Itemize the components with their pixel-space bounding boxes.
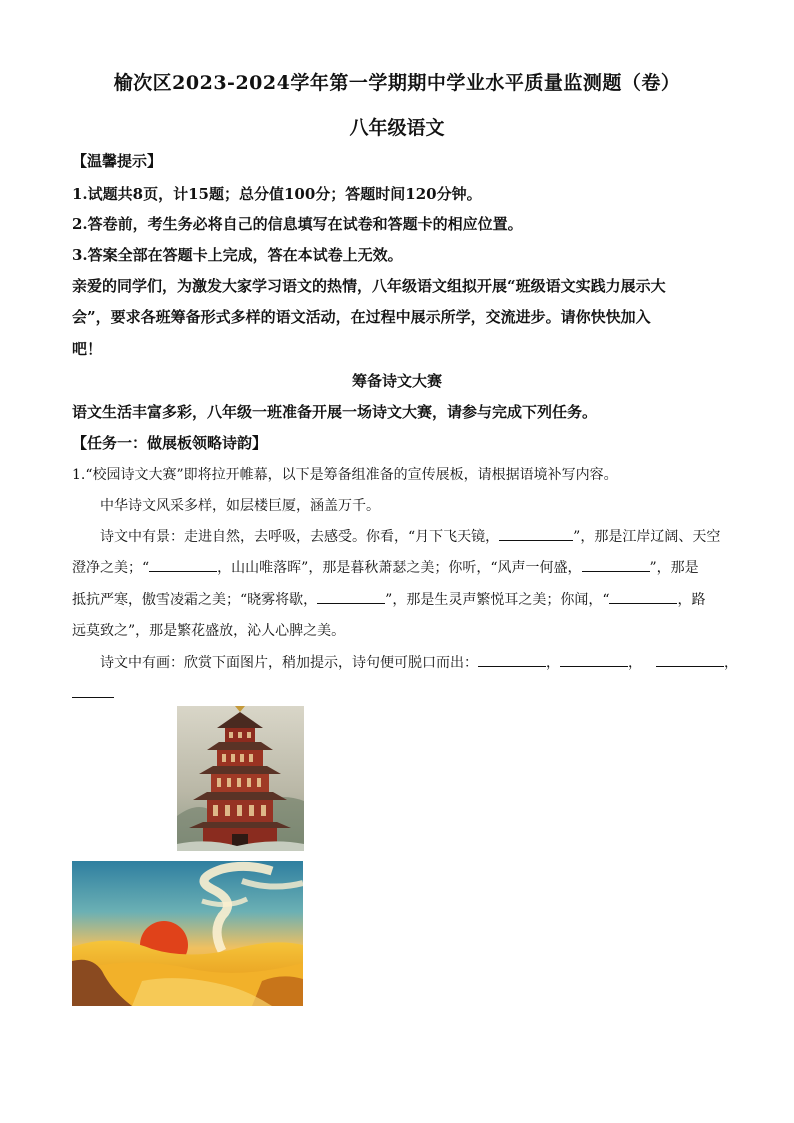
- intro-line-1: 亲爱的同学们，为激发大家学习语文的热情，八年级语文组拟开展“班级语文实践力展示大: [72, 277, 666, 295]
- tower-image: [177, 706, 304, 851]
- answer-blank-6[interactable]: [478, 652, 546, 667]
- tower-illustration: [177, 706, 304, 851]
- answer-blank-5[interactable]: [609, 589, 677, 604]
- intro-line-3: 吧！: [72, 340, 103, 358]
- question-1-paragraph-3: [72, 557, 699, 577]
- text-segment: 诗文中有画：欣赏下面图片，稍加提示，诗句便可脱口而出：: [100, 655, 478, 671]
- question-1-paragraph-4: [72, 589, 705, 609]
- separator: ，: [546, 655, 560, 671]
- tip-item-1: 1.试题共8页，计15题；总分值100分；答题时间120分钟。: [72, 185, 482, 203]
- exam-title: 榆次区2023-2024学年第一学期期中学业水平质量监测题（卷）: [113, 72, 681, 94]
- question-1-paragraph-5: 远莫致之”，那是繁花盛放，沁人心脾之美。: [72, 623, 346, 639]
- answer-blank-1[interactable]: [499, 526, 573, 541]
- question-1-paragraph-1: 中华诗文风采多样，如层楼巨厦，涵盖万千。: [100, 498, 380, 514]
- sunset-illustration: [72, 861, 303, 1006]
- tips-heading: 【温馨提示】: [72, 152, 163, 170]
- tip-item-3: 3.答案全部在答题卡上完成，答在本试卷上无效。: [72, 246, 403, 264]
- intro-line-2: 会”，要求各班筹备形式多样的语文活动，在过程中展示所学，交流进步。请你快快加入: [72, 308, 651, 326]
- text-segment: ”，那是江岸辽阔、天空: [573, 529, 721, 545]
- exam-subtitle: 八年级语文: [349, 117, 445, 139]
- text-segment: 抵抗严寒，傲雪凌霜之美；“晓雾将歇，: [72, 592, 318, 608]
- text-segment: ，路: [677, 592, 706, 608]
- text-segment: ”，那是: [649, 560, 699, 576]
- section-desc: 语文生活丰富多彩，八年级一班准备开展一场诗文大赛，请参与完成下列任务。: [72, 403, 598, 421]
- answer-blank-9[interactable]: [72, 683, 114, 698]
- separator: ，: [628, 655, 642, 671]
- answer-blank-2[interactable]: [149, 557, 217, 572]
- section-title: 筹备诗文大赛: [351, 372, 442, 390]
- question-1-stem: 1.“校园诗文大赛”即将拉开帷幕，以下是筹备组准备的宣传展板，请根据语境补写内容。: [72, 467, 618, 483]
- separator: ，: [724, 655, 738, 671]
- text-segment: ”，那是生灵声繁悦耳之美；你闻，“: [385, 592, 610, 608]
- sunset-image: [72, 861, 303, 1006]
- text-segment: ，山山唯落晖”，那是暮秋萧瑟之美；你听，“风声一何盛，: [217, 560, 582, 576]
- task-1-heading: 【任务一：做展板领略诗韵】: [72, 434, 268, 452]
- answer-blank-8[interactable]: [656, 652, 724, 667]
- text-segment: 诗文中有景：走进自然，去呼吸，去感受。你看，“月下飞天镜，: [100, 529, 500, 545]
- text-segment: 澄净之美；“: [72, 560, 150, 576]
- question-1-paragraph-2: [100, 526, 720, 546]
- answer-blank-3[interactable]: [582, 557, 650, 572]
- answer-blank-7[interactable]: [560, 652, 628, 667]
- tip-item-2: 2.答卷前，考生务必将自己的信息填写在试卷和答题卡的相应位置。: [72, 215, 523, 233]
- answer-blank-4[interactable]: [317, 589, 385, 604]
- question-1-paragraph-6: [100, 652, 738, 672]
